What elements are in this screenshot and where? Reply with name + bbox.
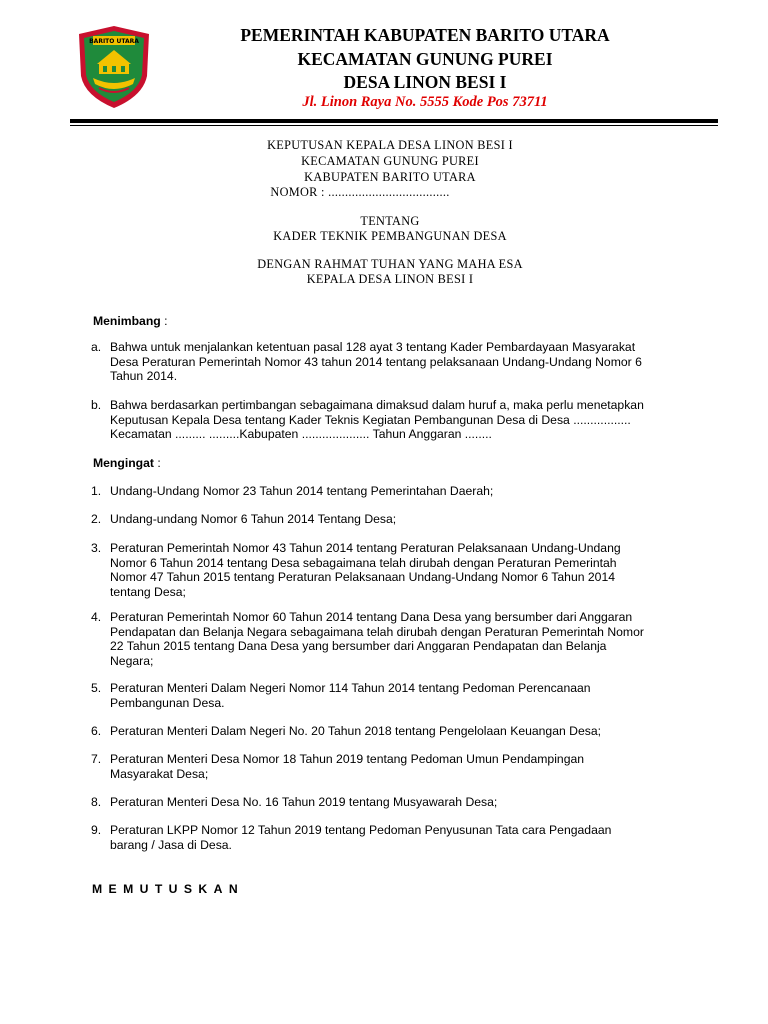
considering-item-a: a. Bahwa untuk menjalankan ketentuan pasal 128 ayat 3 tentang Kader Pembardayaan Masyarakat Desa Peraturan Pemerintah Nomor 43 tahun 2014 tentang pelaksanaan Undang-Undang Nomor 6 Tahun 2014. — [91, 340, 642, 384]
letterhead-village: DESA LINON BESI I — [343, 72, 507, 92]
list-item: 2. Undang-undang Nomor 6 Tahun 2014 Tentang Desa; — [91, 512, 397, 526]
coat-of-arms-icon — [75, 24, 153, 110]
list-item: 5. Peraturan Menteri Dalam Negeri Nomor 114 Tahun 2014 tentang Pedoman Perencanaan Pembangunan Desa. — [91, 681, 591, 710]
considering-label: Menimbang : — [93, 314, 168, 328]
decree-regency: KABUPATEN BARITO UTARA — [304, 170, 476, 184]
list-item: 3. Peraturan Pemerintah Nomor 43 Tahun 2014 tentang Peraturan Pelaksanaan Undang-Undang Nomor 6 Tahun 2014 tentang Desa sebagaimana telah dirubah dengan Peraturan Pemerintah Nomor 47 Tahun 2015 tentang Peraturan Pelaksanaan Undang-Undang Nomor 6 Tahun 2014 tentang Desa; — [91, 541, 621, 599]
list-item: 8. Peraturan Menteri Desa No. 16 Tahun 2019 tentang Musyawarah Desa; — [91, 795, 498, 809]
regency-logo — [75, 24, 153, 110]
list-item: 6. Peraturan Menteri Dalam Negeri No. 20 Tahun 2018 tentang Pengelolaan Keuangan Desa; — [91, 724, 601, 738]
decree-subject: KADER TEKNIK PEMBANGUNAN DESA — [273, 229, 507, 243]
list-item: 7. Peraturan Menteri Desa Nomor 18 Tahun 2019 tentang Pedoman Umun Pendampingan Masyarakat Desa; — [91, 752, 585, 781]
decree-number: NOMOR : .................................... — [270, 185, 450, 199]
letterhead-divider — [70, 119, 718, 123]
list-item: 4. Peraturan Pemerintah Nomor 60 Tahun 2014 tentang Dana Desa yang bersumber dari Anggaran Pendapatan dan Belanja Negara sebagaimana telah dirubah dengan Peraturan Pemerintah Nomor 22 Tahun 2015 tentang Dana Desa yang bersumber dari Anggaran Pendapatan dan Belanja Negara; — [91, 610, 644, 668]
about-heading: TENTANG — [360, 214, 420, 228]
recalling-label: Mengingat : — [93, 456, 161, 470]
svg-text:BARITO UTARA: BARITO UTARA — [89, 38, 139, 45]
decree-district: KECAMATAN GUNUNG PUREI — [301, 154, 479, 168]
decree-title: KEPUTUSAN KEPALA DESA LINON BESI I — [267, 138, 513, 152]
letterhead-government: PEMERINTAH KABUPATEN BARITO UTARA — [240, 25, 610, 45]
list-item: 1. Undang-Undang Nomor 23 Tahun 2014 tentang Pemerintahan Daerah; — [91, 484, 494, 498]
letterhead-district: KECAMATAN GUNUNG PUREI — [297, 49, 553, 69]
list-item: 9. Peraturan LKPP Nomor 12 Tahun 2019 tentang Pedoman Penyusunan Tata cara Pengadaan barang / Jasa di Desa. — [91, 823, 612, 852]
decides-heading: MEMUTUSKAN — [92, 882, 245, 896]
considering-item-b: b. Bahwa berdasarkan pertimbangan sebagaimana dimaksud dalam huruf a, maka perlu menetapkan Keputusan Kepala Desa tentang Kader Teknis Kegiatan Pembangunan Desa di Desa ................. Kecamatan ......... .........Kabupaten .................... Tahun Anggaran ........ — [91, 398, 644, 442]
letterhead-divider-thin — [70, 125, 718, 126]
letterhead-address: Jl. Linon Raya No. 5555 Kode Pos 73711 — [302, 94, 548, 110]
village-head-title: KEPALA DESA LINON BESI I — [306, 272, 474, 286]
invocation: DENGAN RAHMAT TUHAN YANG MAHA ESA — [257, 257, 523, 271]
